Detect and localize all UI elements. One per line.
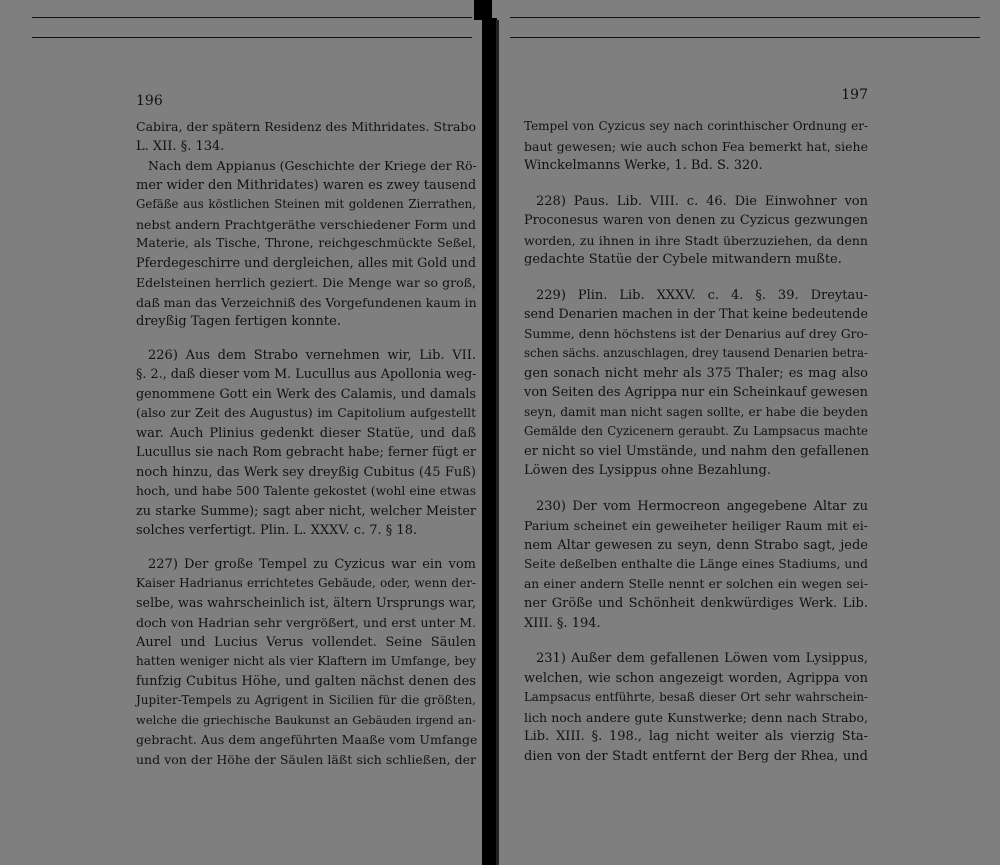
paragraph bbox=[136, 555, 476, 770]
text-line: Lib. XIII. §. 198., lag nicht weiter als vierzig Sta- bbox=[524, 729, 868, 744]
paragraph bbox=[524, 286, 868, 481]
text-line: Tempel von Cyzicus sey nach corinthischer Ordnung er- bbox=[524, 119, 868, 133]
text-line: Edelsteinen herrlich geziert. Die Menge war so groß, bbox=[136, 275, 476, 290]
text-line: hoch, und habe 500 Talente gekostet (wohl eine etwas bbox=[136, 484, 476, 498]
text-line: Jupiter-Tempels zu Agrigent in Sicilien für die größten, bbox=[136, 693, 476, 707]
text-line: Gemälde den Cyzicenern geraubt. Zu Lampsacus machte bbox=[524, 424, 868, 438]
text-line: 226) Aus dem Strabo vernehmen wir, Lib. VII. bbox=[148, 347, 476, 363]
text-line: (also zur Zeit des Augustus) im Capitolium aufgestellt bbox=[136, 406, 476, 420]
text-line: und von der Höhe der Säulen läßt sich schließen, der bbox=[136, 751, 476, 767]
text-line: er nicht so viel Umstände, und nahm den gefallenen bbox=[524, 443, 869, 459]
text-line: nebst andern Prachtgeräthe verschiedener Form und bbox=[136, 216, 476, 232]
text-line: Seite deßelben enthalte die Länge eines Stadiums, und bbox=[524, 557, 868, 571]
text-line: gedachte Statüe der Cybele mitwandern mußte. bbox=[524, 252, 842, 267]
text-line: dreyßig Tagen fertigen konnte. bbox=[136, 314, 341, 329]
text-line: gebracht. Aus dem angeführten Maaße vom Umfange bbox=[136, 732, 478, 747]
text-line: an einer andern Stelle nennt er solchen ein wegen sei- bbox=[524, 576, 868, 591]
text-line: 230) Der vom Hermocreon angegebene Altar zu bbox=[536, 498, 868, 514]
text-line: nem Altar gewesen zu seyn, denn Strabo sagt, jede bbox=[524, 537, 868, 553]
book-spine bbox=[482, 18, 497, 865]
text-line: welchen, wie schon angezeigt worden, Agrippa von bbox=[524, 670, 868, 686]
text-line: baut gewesen; wie auch schon Fea bemerkt hat, siehe bbox=[524, 138, 868, 154]
page-number: 197 bbox=[841, 87, 868, 103]
page-text bbox=[524, 117, 868, 766]
text-line: Winckelmanns Werke, 1. Bd. S. 320. bbox=[524, 158, 763, 173]
paragraph bbox=[524, 192, 868, 270]
text-line: 231) Außer dem gefallenen Löwen vom Lysippus, bbox=[536, 651, 868, 666]
text-line: Summe, denn höchstens ist der Denarius auf drey Gro- bbox=[524, 326, 868, 341]
text-line: doch von Hadrian sehr vergrößert, und erst unter M. bbox=[136, 615, 476, 630]
text-line: Löwen des Lysippus ohne Bezahlung. bbox=[524, 463, 771, 478]
text-line: Cabira, der spätern Residenz des Mithridates. Strabo bbox=[136, 119, 476, 134]
text-line: funfzig Cubitus Höhe, und galten nächst denen des bbox=[136, 673, 476, 689]
text-line: Nach dem Appianus (Geschichte der Kriege der Rö- bbox=[148, 158, 477, 173]
text-line: war. Auch Plinius gedenkt dieser Statüe, und daß bbox=[136, 425, 476, 441]
text-line: von Seiten des Agrippa nur ein Scheinkauf gewesen bbox=[524, 385, 869, 400]
text-line: 228) Paus. Lib. VIII. c. 46. Die Einwohner von bbox=[536, 193, 868, 209]
text-line: 229) Plin. Lib. XXXV. c. 4. §. 39. Dreytau- bbox=[536, 287, 868, 303]
text-line: lich noch andere gute Kunstwerke; denn nach Strabo, bbox=[524, 709, 868, 725]
right-page bbox=[524, 0, 868, 865]
text-line: solches verfertigt. Plin. L. XXXV. c. 7. § 18. bbox=[136, 523, 418, 538]
paragraph bbox=[136, 346, 476, 541]
text-line: welche die griechische Baukunst an Gebäuden irgend an- bbox=[136, 712, 476, 727]
page-number: 196 bbox=[136, 93, 163, 109]
paragraph bbox=[136, 117, 476, 156]
paragraph bbox=[136, 156, 476, 332]
text-line: genommene Gott ein Werk des Calamis, und damals bbox=[136, 386, 476, 402]
text-line: ner Größe und Schönheit denkwürdiges Werk. Lib. bbox=[524, 596, 868, 611]
text-line: Parium scheinet ein geweiheter heiliger Raum mit ei- bbox=[524, 518, 868, 533]
text-line: seyn, damit man nicht sagen sollte, er habe die beyden bbox=[524, 404, 868, 419]
text-line: gen sonach nicht mehr als 375 Thaler; es mag also bbox=[524, 365, 868, 381]
text-line: Pferdegeschirre und dergleichen, alles mit Gold und bbox=[136, 255, 476, 271]
text-line: worden, zu ihnen in ihre Stadt überzuziehen, da denn bbox=[524, 232, 868, 248]
text-line: dien von der Stadt entfernt der Berg der Rhea, und bbox=[524, 748, 868, 764]
text-line: selbe, was wahrscheinlich ist, ältern Ursprungs war, bbox=[136, 595, 476, 611]
text-line: §. 2., daß dieser vom M. Lucullus aus Apollonia weg- bbox=[136, 367, 477, 382]
paragraph bbox=[524, 649, 868, 766]
text-line: 227) Der große Tempel zu Cyzicus war ein vom bbox=[148, 556, 476, 572]
text-line: Gefäße aus köstlichen Steinen mit goldenen Zierrathen, bbox=[136, 197, 476, 211]
text-line: Materie, als Tische, Throne, reichgeschmückte Seßel, bbox=[136, 236, 476, 250]
text-line: Proconesus waren von denen zu Cyzicus gezwungen bbox=[524, 213, 868, 228]
text-line: schen sächs. anzuschlagen, drey tausend Denarien betra- bbox=[524, 346, 868, 360]
text-line: Kaiser Hadrianus errichtetes Gebäude, oder, wenn der- bbox=[136, 576, 476, 590]
text-line: XIII. §. 194. bbox=[524, 615, 601, 631]
text-line: Lucullus sie nach Rom gebracht habe; ferner fügt er bbox=[136, 445, 476, 460]
left-page bbox=[136, 0, 476, 865]
book-spine-edge bbox=[496, 20, 499, 865]
page-text bbox=[136, 117, 476, 769]
text-line: mer wider den Mithridates) waren es zwey tausend bbox=[136, 177, 477, 193]
paragraph bbox=[524, 117, 868, 176]
text-line: noch hinzu, das Werk sey dreyßig Cubitus (45 Fuß) bbox=[136, 464, 476, 480]
text-line: daß man das Verzeichniß des Vorgefundenen kaum in bbox=[136, 294, 477, 310]
text-line: L. XII. §. 134. bbox=[136, 138, 225, 154]
paragraph bbox=[524, 497, 868, 634]
text-line: Lampsacus entführte, besaß dieser Ort sehr wahrschein- bbox=[524, 690, 868, 704]
text-line: Aurel und Lucius Verus vollendet. Seine Säulen bbox=[136, 634, 476, 650]
text-line: hatten weniger nicht als vier Klaftern im Umfange, bey bbox=[136, 654, 476, 668]
book-spine-top bbox=[474, 0, 492, 20]
text-line: send Denarien machen in der That keine bedeutende bbox=[524, 307, 868, 322]
text-line: zu starke Summe); sagt aber nicht, welcher Meister bbox=[136, 503, 476, 519]
